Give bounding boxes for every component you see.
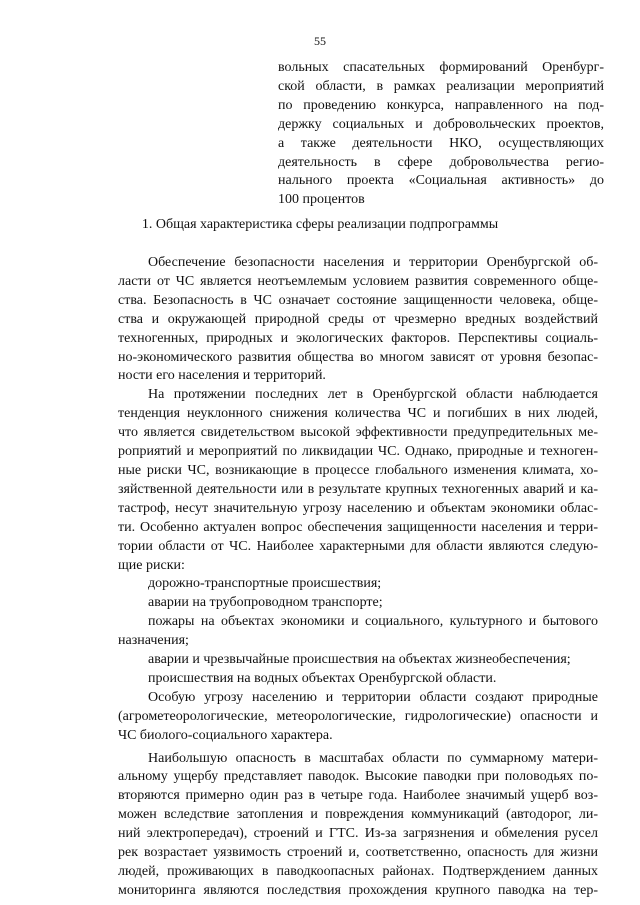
indicator-line: нального проекта «Социальная активность» до	[278, 173, 604, 189]
list-item: назначения;	[118, 633, 189, 649]
indicator-line: вольных спасательных формирований Оренбург-	[278, 60, 604, 75]
text-line: ства и окружающей природной среды от чрезмерно вредных воздействий	[118, 311, 598, 327]
text-line: техногенных, природных и экологических факторов. Перспективы социаль-	[118, 330, 598, 346]
text-line: что является свидетельством высокой эффективности предупредительных ме-	[118, 425, 598, 441]
list-item: аварии на трубопроводном транспорте;	[148, 595, 383, 611]
text-line: зяйственной деятельности или в результате крупных техногенных аварий и ка-	[118, 481, 598, 497]
text-line: ЧС биолого-социального характера.	[118, 727, 333, 743]
text-line: ные риски ЧС, возникающие в процессе глобального изменения климата, хо-	[118, 462, 598, 478]
text-line: тастроф, несут значительную угрозу населению и объектам экономики облас-	[118, 500, 598, 516]
list-item: происшествия на водных объектах Оренбургской области.	[148, 670, 497, 686]
text-line: ства. Безопасность в ЧС означает состояние защищенности человека, обще-	[118, 292, 598, 308]
text-line: людей, проживающих в паводкоопасных районах. Подтверждением данных	[118, 864, 598, 879]
list-item: аварии и чрезвычайные происшествия на объектах жизнеобеспечения;	[148, 652, 571, 668]
text-line: но-экономического развития общества во многом зависят от уровня безопас-	[118, 349, 598, 365]
indicator-line: а также деятельности НКО, осуществляющих	[278, 135, 604, 151]
indicator-line: ской области, в рамках реализации мероприятий	[278, 78, 604, 94]
text-line: ти. Особенно актуален вопрос обеспечения защищенности населения и терри-	[118, 519, 598, 535]
list-item: пожары на объектах экономики и социального, культурного и бытового	[148, 614, 598, 630]
text-line: Особую угрозу населению и территории области создают природные	[148, 689, 598, 705]
text-line: ний электропередач), строений и ГТС. Из-за загрязнения и обмеления русел	[118, 826, 598, 842]
indicator-line: держку социальных и добровольческих проектов,	[278, 116, 604, 132]
page-number: 55	[314, 34, 326, 48]
text-line: щие риски:	[118, 557, 185, 573]
text-line: мониторинга являются последствия прохождения крупного паводка на тер-	[118, 882, 598, 898]
text-line: роприятий и мероприятий по ликвидации ЧС. Однако, природные и техноген-	[118, 444, 598, 460]
text-line: рек возрастает уязвимость строений и, соответственно, опасность для жизни	[118, 845, 598, 861]
indicator-line: 100 процентов	[278, 192, 365, 208]
text-line: ности его населения и территорий.	[118, 368, 326, 384]
indicator-line: деятельность в сфере добровольчества регио-	[278, 154, 604, 170]
body-text	[118, 254, 598, 901]
text-line: тории области от ЧС. Наиболее характерными для области являются следую-	[118, 538, 598, 554]
text-line: ласти от ЧС является неотъемлемым условием развития современного обще-	[118, 273, 598, 289]
text-line: Наибольшую опасность в масштабах области по суммарному матери-	[148, 750, 598, 766]
text-line: Обеспечение безопасности населения и территории Оренбургской об-	[148, 255, 598, 270]
text-line: тенденция неуклонного снижения количества ЧС и погибших в них людей,	[118, 406, 598, 422]
indicator-line: по проведению конкурса, направленного на под-	[278, 97, 604, 113]
indicator-text-block	[278, 59, 604, 210]
text-line: (агрометеорологические, метеорологические, гидрологические) опасности и	[118, 708, 598, 724]
text-line: На протяжении последних лет в Оренбургской области наблюдается	[148, 387, 598, 403]
text-line: можен вследствие затопления и повреждения коммуникаций (автодорог, ли-	[118, 807, 598, 823]
text-line: вторяются примерно один раз в четыре года. Наиболее значимый ущерб воз-	[118, 788, 598, 804]
list-item: дорожно-транспортные происшествия;	[148, 576, 382, 592]
text-line: альному ущербу представляет паводок. Высокие паводки при половодьях по-	[118, 769, 598, 785]
section-title: 1. Общая характеристика сферы реализации подпрограммы	[141, 217, 499, 232]
